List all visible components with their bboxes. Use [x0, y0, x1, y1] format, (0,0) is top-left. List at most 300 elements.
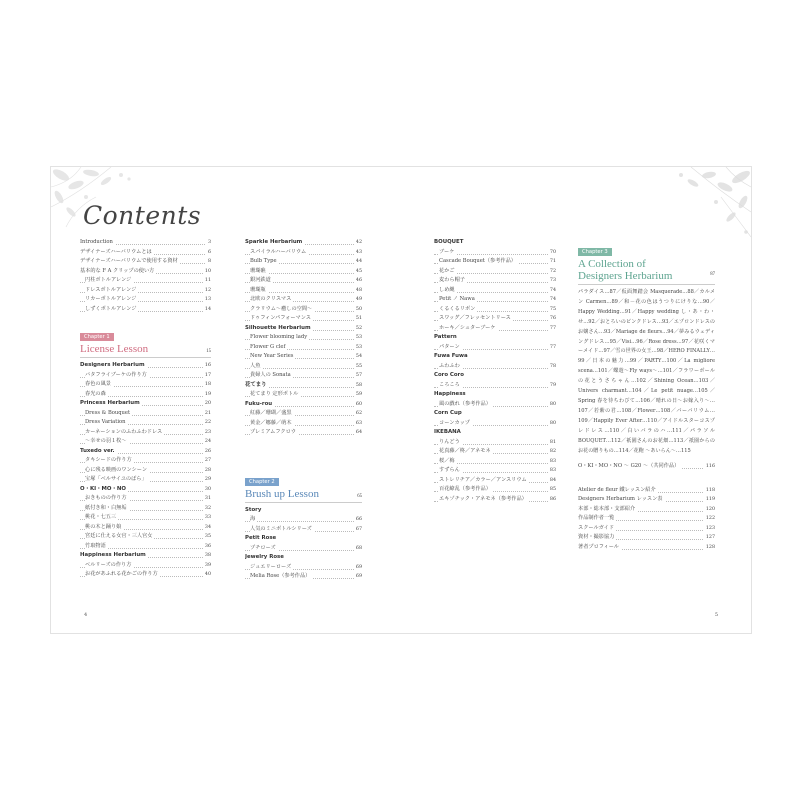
toc-entry-page: 59: [354, 390, 362, 400]
toc-entry-page: 20: [203, 399, 211, 409]
toc-entry-page: 44: [354, 257, 362, 267]
toc-entry-label: Flower G clef: [250, 343, 287, 353]
toc-entry: [578, 543, 715, 553]
toc-entry-page: 14: [203, 305, 211, 315]
toc-entry-page: 79: [548, 381, 556, 391]
toc-entry: [80, 276, 211, 286]
toc-entry-page: 116: [704, 462, 715, 472]
toc-section-heading: [245, 534, 362, 544]
toc-entry-page: 12: [203, 286, 211, 296]
toc-entry: [434, 286, 556, 296]
toc-entry-label: O・KI・MO・NO: [80, 485, 128, 495]
toc-entry: [80, 532, 211, 542]
toc-entry-page: 81: [548, 438, 556, 448]
toc-entry-page: 28: [203, 466, 211, 476]
toc-entry-label: おきものの作り方: [85, 494, 129, 504]
toc-entry: [80, 305, 211, 315]
toc-entry-page: 45: [354, 267, 362, 277]
toc-entry-page: 50: [354, 305, 362, 315]
toc-entry-page: 17: [203, 371, 211, 381]
toc-entry: [80, 390, 211, 400]
toc-entry-label: Happiness Herbarium: [80, 551, 148, 561]
toc-entry: [245, 352, 362, 362]
toc-entry-page: 75: [548, 305, 556, 315]
toc-section-heading: [80, 399, 211, 409]
toc-entry: [434, 476, 556, 486]
toc-entry: [80, 523, 211, 533]
toc-entry-label: Designers Herbarium レッスン表: [578, 495, 665, 505]
toc-entry-label: 海: [250, 515, 257, 525]
toc-entry-page: 24: [203, 437, 211, 447]
toc-entry-page: 3: [206, 238, 211, 248]
chapter-3-title-line1: A Collection of: [578, 258, 646, 270]
toc-entry-label: 珊瑚礁: [250, 267, 268, 277]
toc-entry-label: IKEBANA: [434, 428, 463, 438]
toc-entry-page: 46: [354, 276, 362, 286]
toc-entry-label: Bulb Type: [250, 257, 279, 267]
toc-entry: [245, 314, 362, 324]
toc-entry-page: 77: [548, 343, 556, 353]
toc-entry-page: 83: [548, 457, 556, 467]
toc-entry-label: 貴婦人の Sonata: [250, 371, 293, 381]
toc-entry-label: 春色の風景: [85, 380, 113, 390]
toc-entry-page: 73: [548, 276, 556, 286]
toc-entry: [245, 295, 362, 305]
toc-entry: [80, 456, 211, 466]
toc-entry-label: スクールガイド: [578, 524, 616, 534]
toc-entry-page: 84: [548, 476, 556, 486]
toc-entry-label: Coro Coro: [434, 371, 466, 381]
toc-entry-page: 69: [354, 563, 362, 573]
toc-entry-page: 6: [206, 248, 211, 258]
toc-entry-label: プチローズ: [250, 544, 278, 554]
toc-entry-page: 10: [203, 267, 211, 277]
toc-entry-page: 128: [704, 543, 715, 553]
toc-entry: [434, 419, 556, 429]
toc-entry-label: Flower blooming lady: [250, 333, 309, 343]
toc-entry-label: 銀河鉄道: [250, 276, 273, 286]
toc-entry-label: くるくるリボン: [439, 305, 477, 315]
toc-entry-page: 49: [354, 295, 362, 305]
toc-entry-label: クラリウム〜癒しの空間〜: [250, 305, 314, 315]
book-spread: [50, 166, 752, 634]
toc-entry: [80, 248, 211, 258]
toc-entry-label: デザイナーズハーバリウムで使用する資材: [80, 257, 180, 267]
toc-entry-label: りんどう: [439, 438, 462, 448]
toc-entry: [578, 486, 715, 496]
toc-entry-page: 85: [548, 485, 556, 495]
toc-entry-label: スワッグ／フレッセントリース: [439, 314, 513, 324]
toc-entry-label: 花かご: [439, 267, 457, 277]
toc-section-heading: [80, 551, 211, 561]
toc-entry-page: 60: [354, 400, 362, 410]
toc-entry: [434, 324, 556, 334]
toc-entry-page: 119: [704, 495, 715, 505]
toc-entry: [80, 257, 211, 267]
toc-entry: [80, 475, 211, 485]
toc-entry-page: 54: [354, 352, 362, 362]
chapter-1-tag: Chapter 1: [80, 333, 114, 341]
toc-entry: [245, 563, 362, 573]
toc-entry-label: バタフライブーケの作り方: [85, 371, 149, 381]
toc-entry: [245, 362, 362, 372]
toc-entry-page: 63: [354, 419, 362, 429]
toc-entry-label: Dress & Bouquet: [85, 409, 132, 419]
toc-entry: [434, 257, 556, 267]
toc-entry-page: 71: [548, 257, 556, 267]
toc-column-1: [80, 238, 211, 580]
toc-entry-page: 80: [548, 419, 556, 429]
toc-entry: [578, 524, 715, 534]
toc-entry: [434, 381, 556, 391]
toc-entry-page: 51: [354, 314, 362, 324]
toc-entry: [434, 400, 556, 410]
toc-entry: [80, 380, 211, 390]
toc-entry-label: 花真藤／柊／アネモネ: [439, 447, 493, 457]
toc-entry-label: New Year Series: [250, 352, 295, 362]
toc-section-heading: [434, 238, 556, 248]
toc-entry: [578, 514, 715, 524]
chapter-2-title: [245, 488, 362, 503]
toc-entry-label: Pattern: [434, 333, 459, 343]
toc-entry: [245, 515, 362, 525]
toc-entry-label: 花てまり 定形ボトル: [250, 390, 300, 400]
toc-entry-label: Fuku-rou: [245, 400, 274, 410]
toc-entry-page: 64: [354, 428, 362, 438]
toc-entry-label: Happiness: [434, 390, 468, 400]
toc-entry-page: 26: [203, 447, 211, 457]
toc-entry: [80, 295, 211, 305]
toc-entry-label: 紙付き和・白無垢: [85, 504, 129, 514]
toc-entry-page: 19: [203, 390, 211, 400]
toc-entry: [578, 495, 715, 505]
toc-entry-label: 宝塚「ベルサイユのばら」: [85, 475, 149, 485]
toc-entry: [434, 295, 556, 305]
toc-entry-label: 珊瑚瓶: [250, 286, 268, 296]
toc-entry-label: 紅藤／珊瑚／盛黒: [250, 409, 294, 419]
toc-section-heading: [434, 352, 556, 362]
toc-entry-page: 52: [354, 324, 362, 334]
toc-entry-label: O・KI・MO・NO ～ G20 ～（共同作品）: [578, 462, 681, 472]
toc-entry-label: 基本的な F A クリップの使い方: [80, 267, 156, 277]
chapter-3-title-line2: Designers Herbarium: [578, 270, 673, 282]
toc-entry: [80, 267, 211, 277]
chapter-3-page: 87: [710, 272, 715, 277]
toc-entry: [578, 462, 715, 472]
toc-section-heading: [245, 506, 362, 516]
toc-entry: [245, 428, 362, 438]
toc-entry-label: お花があふれる花かごの作り方: [85, 570, 160, 580]
toc-section-heading: [245, 400, 362, 410]
toc-entry-label: 麦わら帽子: [439, 276, 467, 286]
toc-entry-page: 74: [548, 286, 556, 296]
toc-entry-label: 花てまり: [245, 381, 269, 391]
toc-entry: [80, 570, 211, 580]
chapter-2-tag: Chapter 2: [245, 478, 279, 486]
toc-entry-label: 人魚: [250, 362, 262, 372]
toc-entry-page: 27: [203, 456, 211, 466]
toc-entry-label: Princess Herbarium: [80, 399, 142, 409]
toc-entry-label: 作品制作者一覧: [578, 514, 616, 524]
chapter-3-title: [578, 258, 715, 285]
toc-section-heading: [80, 361, 211, 371]
toc-entry: [245, 257, 362, 267]
toc-entry-page: 30: [203, 485, 211, 495]
toc-entry-page: 55: [354, 362, 362, 372]
toc-entry-page: 70: [548, 248, 556, 258]
page-number-left: 4: [84, 612, 88, 618]
toc-entry-page: 127: [704, 533, 715, 543]
toc-entry: [434, 447, 556, 457]
toc-entry-label: エキゾチック・アネモネ（参考作品）: [439, 495, 529, 505]
toc-section-heading: [80, 485, 211, 495]
toc-section-heading: [245, 553, 362, 563]
chapter-1-title: [80, 343, 211, 358]
toc-entry: [80, 428, 211, 438]
toc-entry-page: 32: [203, 504, 211, 514]
toc-entry-page: 72: [548, 267, 556, 277]
toc-entry-page: 39: [203, 561, 211, 571]
toc-entry-page: 42: [354, 238, 362, 248]
page-title: Contents: [83, 201, 202, 230]
toc-entry-label: リカーボトルアレンジ: [85, 295, 138, 305]
toc-entry-label: ジュエリーローズ: [250, 563, 293, 573]
toc-entry-page: 29: [203, 475, 211, 485]
toc-entry-page: 48: [354, 286, 362, 296]
toc-entry-page: 68: [354, 544, 362, 554]
toc-entry-label: コーンカップ: [439, 419, 472, 429]
toc-entry-label: ブーケ: [439, 248, 456, 258]
chapter-3-works-list: パラダイス…87／仮面舞踏会 Masquerade…88／カルメン Carmen…89／和－花の色はうつりにけりな…90／Happy Wedding…91／Happy wedding し・あ・わ・せ…92／おとろいのピンクドレス…93／エプロンドレスのお嬢さん…93／Mariage de fleurs…94／夢みるウェディングドレス…95／Visi…96／Rose dress…97／花咲くマーメイド…97／雪の世界の女王…98／HERO FINALLY…99／日本の魅力…99／PARTY…100／La migliore scena…101／蝶遊～Fly ways～…101／フラワーボールの花とうさちゃん…102／Shining Ocean…103／Univers charmant…104／Le petit nuage…105／Spring 春を待ちわびて…106／晴れの日～お嫁入り～…107／若紫の君…108／Flower…108／バーバリウム…109／Happily Ever After…110／アイドルスターコスプレドレス…110／白いバラのハ…111／パラソル BOUQUET…112／祇園さんのお花畑…113／祇園からのお花の贈りもの…114／花鞄 ～あいらん～…115: [578, 289, 715, 454]
toc-entry: [80, 561, 211, 571]
chapter-1-page: 15: [206, 349, 211, 354]
toc-entry-label: デザイナーズハーバリウムとは: [80, 248, 154, 258]
toc-entry: [434, 343, 556, 353]
toc-entry: [80, 409, 211, 419]
leader-dots: [245, 368, 362, 369]
toc-entry-label: ふわふわ: [439, 362, 462, 372]
toc-entry-page: 80: [548, 400, 556, 410]
toc-entry: [80, 504, 211, 514]
toc-entry: [80, 437, 211, 447]
toc-entry-label: 風の戯れ（参考作品）: [439, 400, 493, 410]
toc-entry: [245, 333, 362, 343]
chapter-1-block: [80, 323, 211, 358]
toc-entry-page: 38: [203, 551, 211, 561]
toc-entry-label: 人気のミニボトルシリーズ: [250, 525, 314, 535]
toc-entry-page: 31: [203, 494, 211, 504]
toc-column-4: [578, 238, 715, 552]
toc-entry-label: 桃花・七五三: [85, 513, 118, 523]
chapter-1-title-text: License Lesson: [80, 343, 149, 355]
toc-entry: [80, 494, 211, 504]
toc-entry-label: Melia Rose（参考作品）: [250, 572, 312, 582]
toc-entry-label: Tuxedo ver.: [80, 447, 117, 457]
toc-entry-label: Jewelry Rose: [245, 553, 286, 563]
toc-section-heading: [245, 238, 362, 248]
chapter-2-block: [245, 468, 362, 503]
toc-entry-label: Corn Cup: [434, 409, 464, 419]
toc-entry-label: 黄金／娜藤／萌木: [250, 419, 294, 429]
toc-entry-page: 18: [203, 380, 211, 390]
toc-entry-page: 11: [203, 276, 211, 286]
toc-entry-label: BOUQUET: [434, 238, 465, 248]
toc-entry-label: プレミアムフクロウ: [250, 428, 298, 438]
toc-entry-page: 16: [203, 361, 211, 371]
toc-entry-label: ホーキ／シュターブーケ: [439, 324, 498, 334]
toc-entry-page: 22: [203, 418, 211, 428]
toc-entry-label: Story: [245, 506, 263, 516]
toc-entry-label: ころころ: [439, 381, 462, 391]
toc-entry-label: Atelier de fleur 鐵レッスン紹介: [578, 486, 658, 496]
toc-entry-page: 8: [206, 257, 211, 267]
toc-entry-page: 53: [354, 343, 362, 353]
toc-entry: [245, 572, 362, 582]
toc-section-heading: [434, 371, 556, 381]
leader-dots: [245, 521, 362, 522]
toc-entry: [80, 513, 211, 523]
toc-entry: [245, 248, 362, 258]
toc-entry: [245, 371, 362, 381]
toc-entry: [434, 457, 556, 467]
toc-entry: [80, 238, 211, 248]
toc-entry: [434, 305, 556, 315]
toc-entry-page: 74: [548, 295, 556, 305]
toc-section-heading: [434, 333, 556, 343]
toc-entry-label: Dress Variation: [85, 418, 127, 428]
toc-entry-label: 資材・撮影協力: [578, 533, 616, 543]
toc-entry-page: 33: [203, 513, 211, 523]
toc-entry-page: 67: [354, 525, 362, 535]
toc-entry-page: 43: [354, 248, 362, 258]
chapter-2-page: 65: [357, 493, 362, 499]
chapter-2-title-text: Brush up Lesson: [245, 487, 319, 500]
toc-entry-page: 120: [704, 505, 715, 515]
toc-section-heading: [434, 409, 556, 419]
toc-entry: [434, 466, 556, 476]
toc-entry-label: ベルリーズの作り方: [85, 561, 133, 571]
toc-entry: [245, 286, 362, 296]
toc-entry-page: 83: [548, 466, 556, 476]
toc-entry-page: 58: [354, 381, 362, 391]
toc-entry: [245, 544, 362, 554]
toc-entry-label: 宮廷に仕える女官・三人官女: [85, 532, 154, 542]
toc-entry-label: スパイラルハーバリウム: [250, 248, 308, 258]
toc-entry-page: 118: [704, 486, 715, 496]
toc-entry: [245, 525, 362, 535]
toc-entry-page: 34: [203, 523, 211, 533]
toc-column-2: [245, 238, 362, 582]
toc-entry-label: 心に残る映画のワンシーン: [85, 466, 149, 476]
toc-entry: [80, 542, 211, 552]
toc-entry-label: Petit ノ Nawa: [439, 295, 477, 305]
toc-entry-label: すずらん: [439, 466, 462, 476]
toc-entry-page: 13: [203, 295, 211, 305]
toc-entry-page: 66: [354, 515, 362, 525]
toc-entry: [578, 505, 715, 515]
toc-entry-page: 35: [203, 532, 211, 542]
toc-entry-label: タキシードの作り方: [85, 456, 134, 466]
toc-entry: [245, 267, 362, 277]
toc-column-3: [434, 238, 556, 504]
toc-entry: [434, 276, 556, 286]
toc-entry-label: ストレリチア／カラー／アンスリウム: [439, 476, 529, 486]
toc-entry: [245, 409, 362, 419]
toc-entry-label: しめ縄: [439, 286, 457, 296]
toc-entry-page: 40: [203, 570, 211, 580]
toc-entry: [434, 314, 556, 324]
toc-entry-label: Sparkle Herbarium: [245, 238, 304, 248]
toc-entry-label: 桃の木と踊り娘: [85, 523, 123, 533]
toc-entry-label: 北欧のクリスマス: [250, 295, 293, 305]
toc-entry-page: 57: [354, 371, 362, 381]
toc-section-heading: [434, 428, 556, 438]
toc-entry-label: Fuwa Fuwa: [434, 352, 470, 362]
chapter-3-tag: Chapter 3: [578, 248, 612, 256]
toc-entry-label: 著者プロフィール: [578, 543, 621, 553]
toc-entry-label: Introduction: [80, 238, 115, 248]
toc-entry: [80, 371, 211, 381]
toc-entry-page: 122: [704, 514, 715, 524]
toc-entry-page: 78: [548, 362, 556, 372]
toc-entry-label: ドレスボトルアレンジ: [85, 286, 138, 296]
toc-entry-page: 23: [203, 428, 211, 438]
toc-entry: [245, 305, 362, 315]
toc-entry: [80, 286, 211, 296]
toc-entry: [245, 343, 362, 353]
toc-entry-label: 百花繚乱（参考作品）: [439, 485, 493, 495]
toc-entry: [245, 276, 362, 286]
toc-entry: [434, 495, 556, 505]
toc-entry-label: Silhouette Herbarium: [245, 324, 313, 334]
toc-entry-page: 77: [548, 324, 556, 334]
toc-entry-page: 123: [704, 524, 715, 534]
toc-entry: [80, 418, 211, 428]
toc-entry-page: 86: [548, 495, 556, 505]
toc-entry: [434, 362, 556, 372]
toc-section-heading: [245, 381, 362, 391]
toc-section-heading: [245, 324, 362, 334]
page-number-right: 5: [714, 612, 718, 618]
toc-entry-page: 82: [548, 447, 556, 457]
toc-entry-label: 〜幸せの羽１枚〜: [85, 437, 129, 447]
toc-entry-page: 62: [354, 409, 362, 419]
toc-entry: [434, 248, 556, 258]
toc-entry: [80, 466, 211, 476]
toc-entry-label: しずくボトルアレンジ: [85, 305, 138, 315]
toc-entry: [434, 438, 556, 448]
toc-entry-label: ドゥフィンパフォーマンス: [250, 314, 313, 324]
toc-entry-page: 69: [354, 572, 362, 582]
toc-section-heading: [80, 447, 211, 457]
toc-entry-label: 桜／梅: [439, 457, 457, 467]
toc-entry: [434, 267, 556, 277]
toc-entry-label: 竹取物語: [85, 542, 108, 552]
toc-entry: [245, 419, 362, 429]
toc-section-heading: [434, 390, 556, 400]
toc-entry-label: 春光の森: [85, 390, 108, 400]
toc-entry-page: 36: [203, 542, 211, 552]
toc-entry-label: Petit Rose: [245, 534, 278, 544]
toc-entry-page: 21: [203, 409, 211, 419]
toc-entry-label: Designers Herbarium: [80, 361, 147, 371]
toc-entry-label: 本部・総本部・支部紹介: [578, 505, 637, 515]
toc-entry-label: カーネーションのふわふわドレス: [85, 428, 164, 438]
toc-entry-page: 53: [354, 333, 362, 343]
toc-entry: [578, 533, 715, 543]
toc-entry-label: Cascade Bouquet（参考作品）: [439, 257, 518, 267]
toc-entry-page: 76: [548, 314, 556, 324]
